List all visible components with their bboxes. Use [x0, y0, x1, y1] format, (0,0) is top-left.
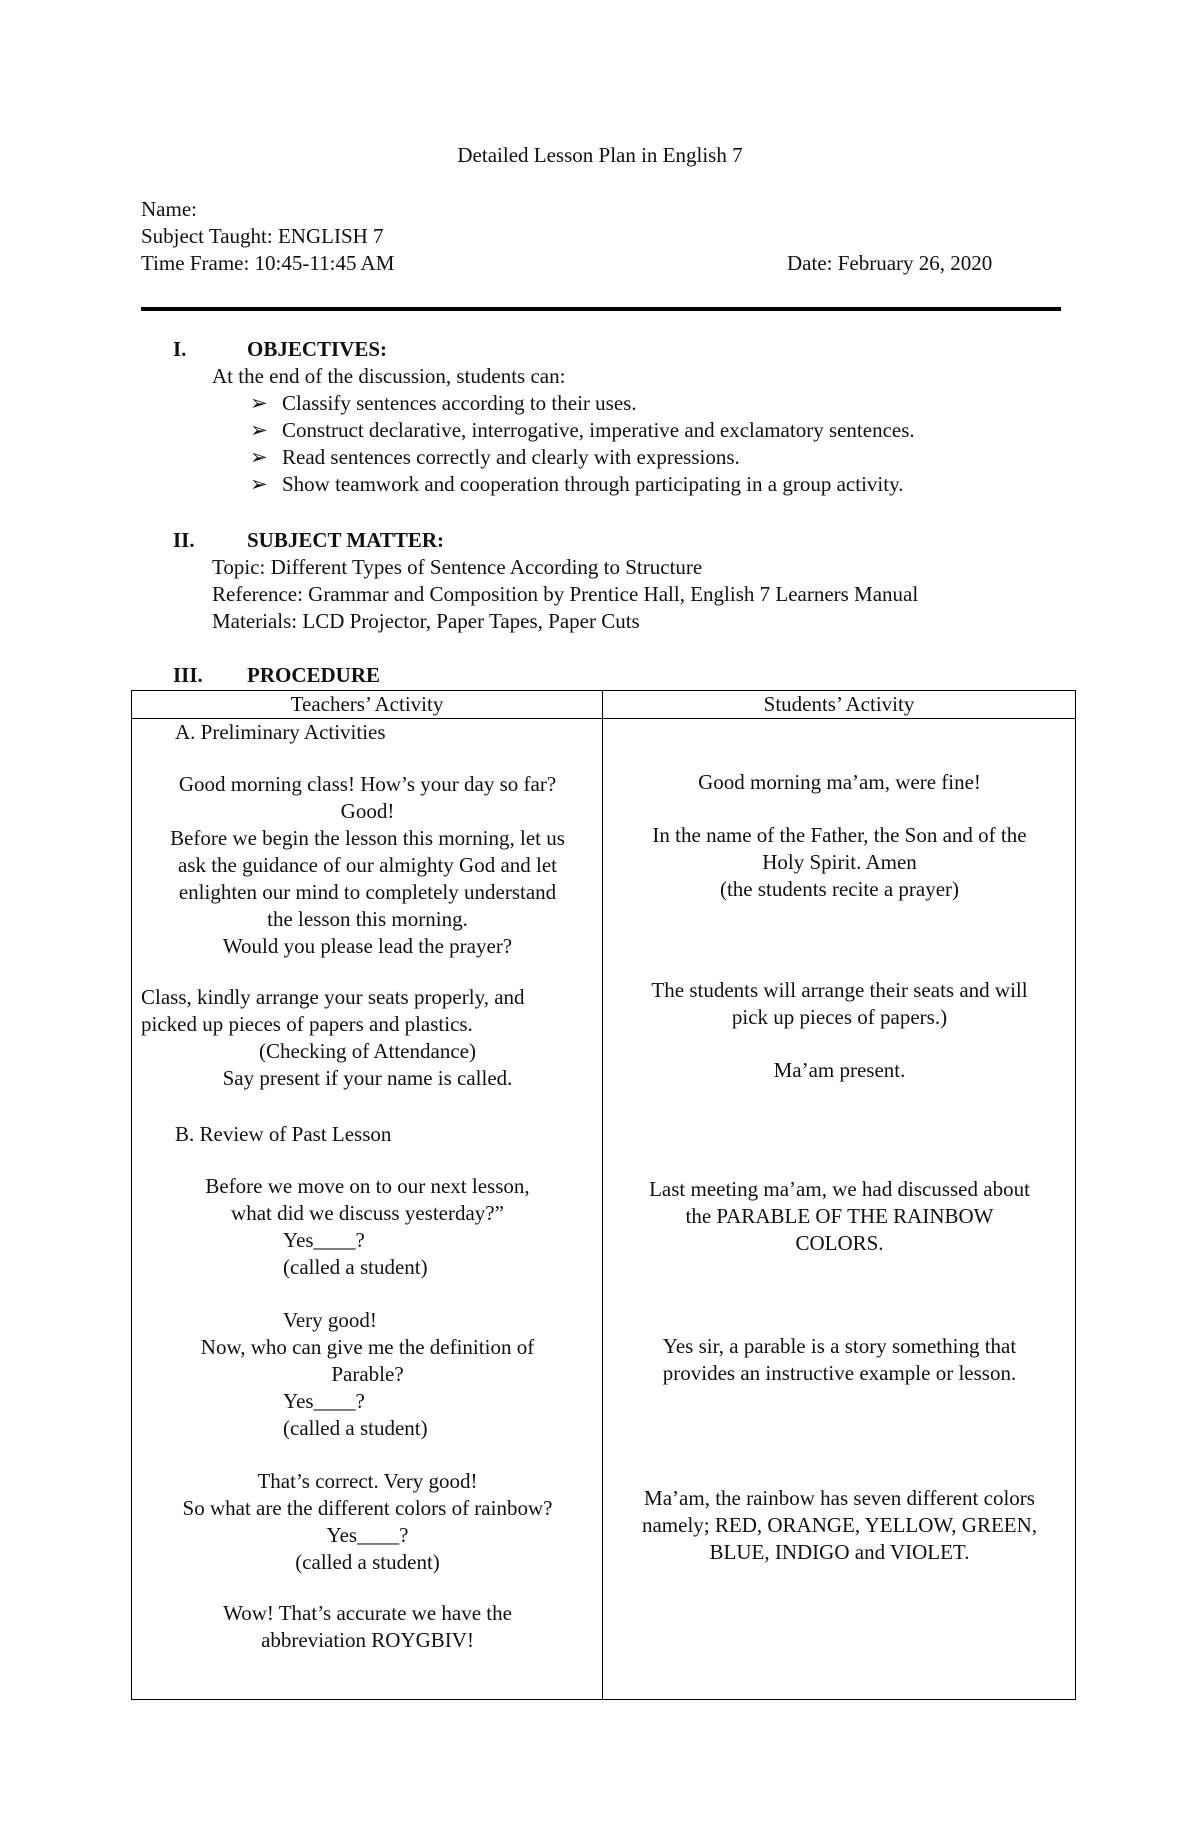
- teacher-line: Yes____?: [326, 1523, 409, 1547]
- page-title: Detailed Lesson Plan in English 7: [457, 143, 743, 167]
- objectives-numeral: I.: [173, 337, 187, 361]
- teacher-line: Yes____?: [283, 1389, 365, 1413]
- teacher-line: Parable?: [331, 1362, 404, 1386]
- arrow-bullet-icon: ➢: [250, 472, 268, 496]
- objective-text: Show teamwork and cooperation through participating in a group activity.: [282, 472, 904, 496]
- procedure-numeral: III.: [173, 663, 203, 687]
- teacher-line: That’s correct. Very good!: [257, 1469, 478, 1493]
- teacher-line: Yes____?: [283, 1228, 365, 1252]
- materials-line: Materials: LCD Projector, Paper Tapes, Paper Cuts: [212, 609, 640, 633]
- students-activity-cell: [603, 719, 1076, 1700]
- teacher-line: Class, kindly arrange your seats properly, and: [141, 985, 525, 1009]
- teacher-line: Wow! That’s accurate we have the: [223, 1601, 512, 1625]
- student-line: namely; RED, ORANGE, YELLOW, GREEN,: [641, 1513, 1038, 1537]
- teacher-line: enlighten our mind to completely understand: [178, 880, 557, 904]
- student-line: the PARABLE OF THE RAINBOW: [685, 1204, 994, 1228]
- student-line: BLUE, INDIGO and VIOLET.: [709, 1540, 970, 1564]
- teacher-line: Before we begin the lesson this morning, let us: [170, 826, 565, 850]
- section-b-heading: B. Review of Past Lesson: [175, 1122, 392, 1146]
- teacher-line: (called a student): [295, 1550, 440, 1574]
- objectives-intro: At the end of the discussion, students can:: [212, 364, 566, 388]
- student-line: Good morning ma’am, were fine!: [698, 770, 981, 794]
- student-line: (the students recite a prayer): [719, 877, 960, 901]
- subject-matter-heading: SUBJECT MATTER:: [247, 528, 445, 552]
- list-item: [250, 444, 915, 471]
- teacher-line: Would you please lead the prayer?: [222, 934, 513, 958]
- teacher-line: Good!: [340, 799, 395, 823]
- objective-text: Classify sentences according to their uses.: [282, 391, 637, 415]
- subject-taught: Subject Taught: ENGLISH 7: [141, 224, 384, 248]
- teacher-line: Say present if your name is called.: [222, 1066, 513, 1090]
- teacher-line: what did we discuss yesterday?”: [231, 1201, 504, 1225]
- teacher-line: Now, who can give me the definition of: [200, 1335, 535, 1359]
- teacher-line: picked up pieces of papers and plastics.: [141, 1012, 473, 1036]
- topic-line: Topic: Different Types of Sentence According to Structure: [212, 555, 703, 579]
- student-line: Ma’am, the rainbow has seven different colors: [644, 1486, 1035, 1510]
- objectives-heading: OBJECTIVES:: [247, 337, 388, 361]
- teacher-line: the lesson this morning.: [267, 907, 468, 931]
- list-item: [250, 471, 915, 498]
- lesson-date: Date: February 26, 2020: [787, 251, 993, 275]
- header-divider: [141, 307, 1061, 311]
- teacher-line: abbreviation ROYGBIV!: [261, 1628, 474, 1652]
- student-line: provides an instructive example or lesson.: [662, 1361, 1017, 1385]
- objective-text: Read sentences correctly and clearly with expressions.: [282, 445, 740, 469]
- teacher-line: (called a student): [283, 1255, 428, 1279]
- procedure-heading: PROCEDURE: [247, 663, 381, 687]
- teacher-line: Before we move on to our next lesson,: [205, 1174, 530, 1198]
- student-line: COLORS.: [795, 1231, 884, 1255]
- students-activity-header: Students’ Activity: [603, 691, 1076, 719]
- list-item: [250, 390, 915, 417]
- teacher-line: Good morning class! How’s your day so far?: [178, 772, 557, 796]
- time-frame: Time Frame: 10:45-11:45 AM: [141, 251, 395, 275]
- teacher-line: ask the guidance of our almighty God and let: [177, 853, 558, 877]
- teacher-line: Very good!: [283, 1308, 377, 1332]
- table-header-row: [132, 691, 1076, 719]
- student-line: Last meeting ma’am, we had discussed about: [649, 1177, 1030, 1201]
- list-item: [250, 417, 915, 444]
- objective-text: Construct declarative, interrogative, imperative and exclamatory sentences.: [282, 418, 915, 442]
- arrow-bullet-icon: ➢: [250, 391, 268, 415]
- arrow-bullet-icon: ➢: [250, 445, 268, 469]
- procedure-table: [131, 690, 1076, 1700]
- teacher-line: (Checking of Attendance): [259, 1039, 476, 1063]
- subject-matter-numeral: II.: [173, 528, 195, 552]
- teacher-line: So what are the different colors of rainbow?: [182, 1496, 553, 1520]
- student-line: pick up pieces of papers.): [731, 1005, 948, 1029]
- teachers-activity-cell: [132, 719, 603, 1700]
- section-a-heading: A. Preliminary Activities: [175, 720, 386, 744]
- student-line: In the name of the Father, the Son and of the: [652, 823, 1027, 847]
- student-line: Holy Spirit. Amen: [762, 850, 917, 874]
- student-line: Yes sir, a parable is a story something that: [662, 1334, 1017, 1358]
- student-line: Ma’am present.: [773, 1058, 906, 1082]
- teachers-activity-header: Teachers’ Activity: [132, 691, 603, 719]
- reference-line: Reference: Grammar and Composition by Prentice Hall, English 7 Learners Manual: [212, 582, 919, 606]
- name-label: Name:: [141, 197, 197, 221]
- student-line: The students will arrange their seats and will: [651, 978, 1028, 1002]
- teacher-line: (called a student): [283, 1416, 428, 1440]
- table-row: [132, 719, 1076, 1700]
- arrow-bullet-icon: ➢: [250, 418, 268, 442]
- objectives-list: [250, 390, 915, 498]
